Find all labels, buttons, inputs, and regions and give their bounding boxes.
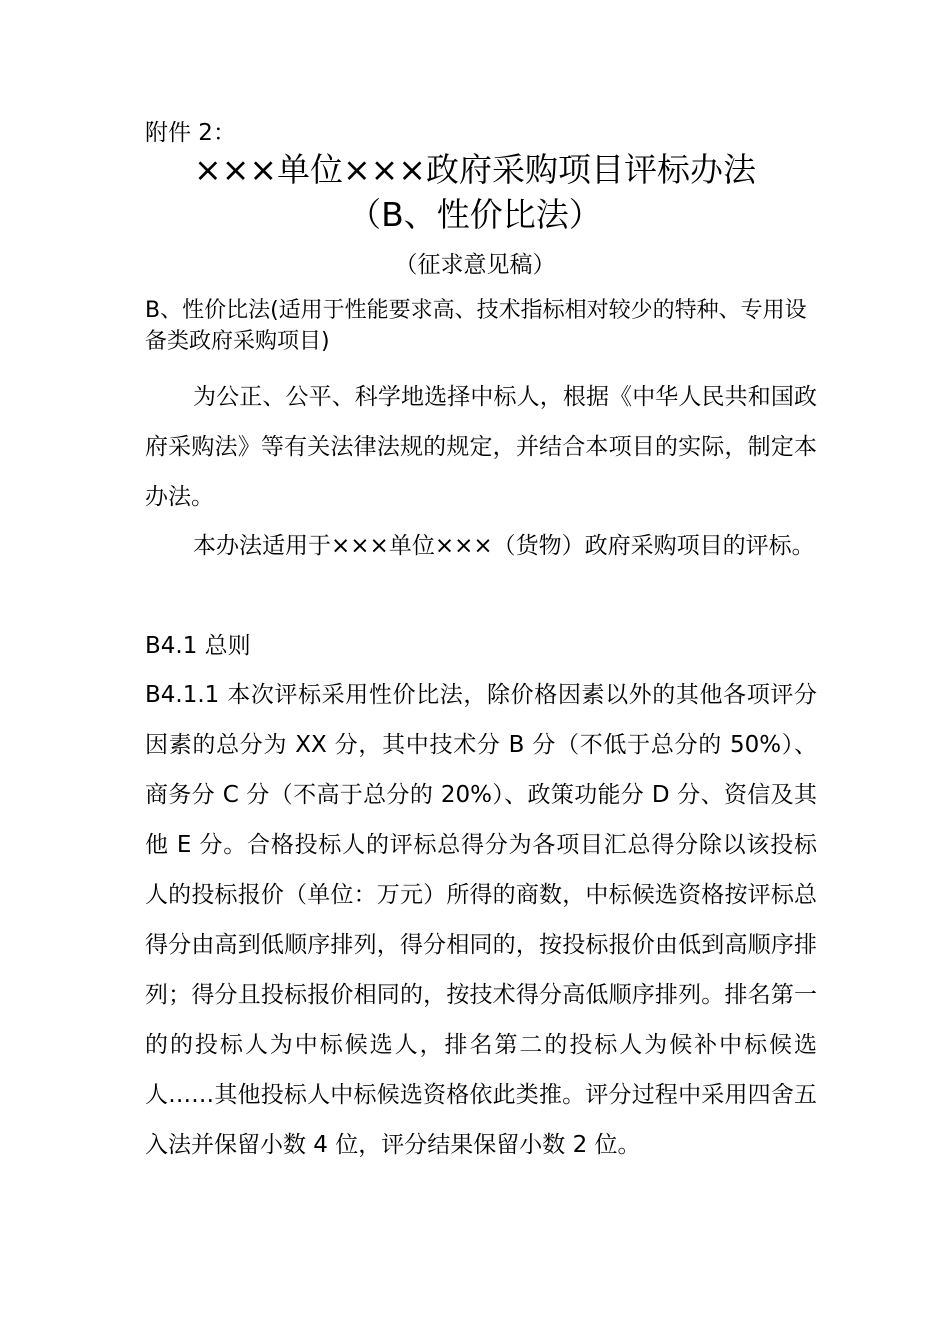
purpose-paragraph: 为公正、公平、科学地选择中标人，根据《中华人民共和国政府采购法》等有关法律法规的规定，并结合本项目的实际，制定本办法。 [145,384,817,510]
clause-paragraph: B4.1.1 本次评标采用性价比法，除价格因素以外的其他各项评分因素的总分为 XX 分，其中技术分 B 分（不低于总分的 50%）、商务分 C 分（不高于总分的 20%）、政策功能分 D 分、资信及其他 E 分。合格投标人的评标总得分为各项目汇总得分除以该投标人的投标报价（单位：万元）所得的商数，中标候选资格按评标总得分由高到低顺序排列，得分相同的，按投标报价由低到高顺序排列；得分且投标报价相同的，按技术得分高低顺序排列。排名第一的的投标人为中标候选人，排名第二的投标人为候补中标候选人……其他投标人中标候选资格依此类推。评分过程中采用四舍五入法并保留小数 4 位，评分结果保留小数 2 位。 [145,682,817,1158]
document-subtitle: （B、性价比法） [348,195,602,234]
scope-note: B、性价比法(适用于性能要求高、技术指标相对较少的特种、专用设备类政府采购项目) [145,298,807,354]
attachment-label: 附件 2： [145,120,236,146]
document-title: ×××单位×××政府采购项目评标办法 [194,150,756,189]
applicability-paragraph: 本办法适用于×××单位×××（货物）政府采购项目的评标。 [193,533,815,559]
draft-note: （征求意见稿） [394,252,556,278]
section-heading: B4.1 总则 [145,633,251,659]
